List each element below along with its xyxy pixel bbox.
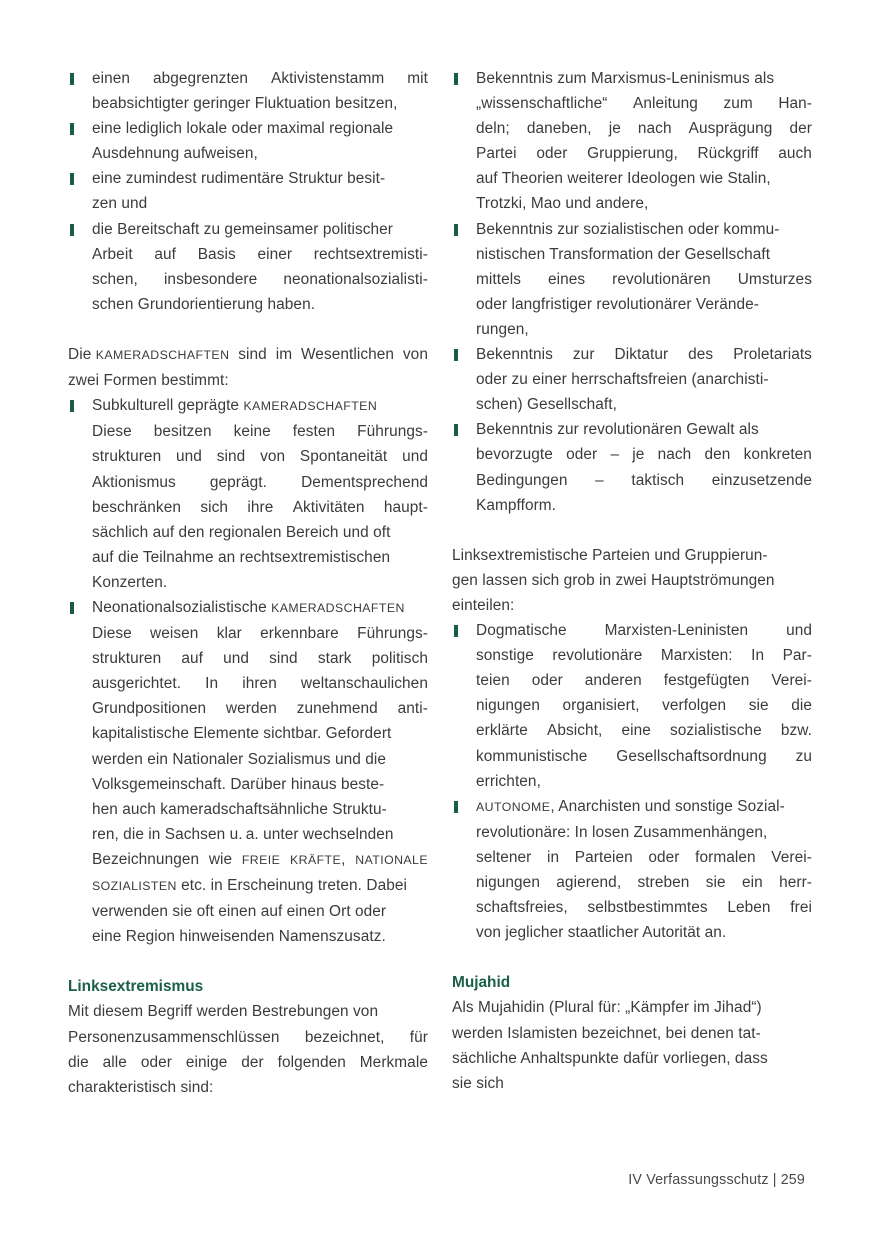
small-caps-autonome: AUTONOME	[476, 799, 551, 814]
text-line: rungen,	[476, 320, 529, 338]
text-line: Grundpositionen werden zunehmend anti-	[92, 700, 428, 718]
text-line: Partei oder Gruppierung, Rückgriff auch	[476, 145, 812, 163]
small-caps-nationale: NATIONALE	[355, 852, 428, 867]
linksextremismus-paragraph	[68, 999, 428, 1099]
paragraph-spacer	[452, 945, 812, 970]
kameradschaften-intro-paragraph	[68, 342, 428, 393]
text-line: die alle oder einige der folgenden Merkmale	[68, 1053, 428, 1071]
bullet-marker-icon	[70, 173, 74, 185]
text-line: Als Mujahidin (Plural für: „Kämpfer im Jihad“)	[452, 999, 762, 1017]
text-line: sonstige revolutionäre Marxisten: In Par-	[476, 647, 812, 665]
list-item	[68, 66, 428, 116]
list-item	[452, 217, 812, 342]
text-line: erklärte Absicht, eine sozialistische bzw.	[476, 722, 812, 740]
bullet-marker-icon	[454, 625, 458, 637]
text-line: AUTONOME, Anarchisten und sonstige Sozial-	[476, 797, 785, 815]
text-line: nistischen Transformation der Gesellschaft	[476, 245, 771, 263]
text-line: schen) Gesellschaft,	[476, 396, 617, 414]
list-item	[68, 595, 428, 949]
text-line: sächliche Anhaltspunkte dafür vorliegen, dass	[452, 1049, 768, 1067]
bullet-marker-icon	[454, 424, 458, 436]
text-line: beschränken sich ihre Aktivitäten haupt-	[92, 498, 428, 516]
text-line: Dogmatische Marxisten-Leninisten und	[476, 622, 812, 640]
text-line: Ausdehnung aufweisen,	[92, 145, 258, 163]
text-line: strukturen und sind von Spontaneität und	[92, 448, 428, 466]
text-line: beabsichtigter geringer Fluktuation besitzen,	[92, 95, 398, 113]
text-line: schen, insbesondere neonationalsozialisti-	[92, 270, 428, 288]
text-line: eine Region hinweisenden Namenszusatz.	[92, 928, 386, 946]
text-line: kommunistische Gesellschaftsordnung zu	[476, 747, 812, 765]
text-line: Die KAMERADSCHAFTEN sind im Wesentlichen von	[68, 346, 428, 364]
text-line: revolutionäre: In losen Zusammenhängen,	[476, 823, 768, 841]
text-line: nigungen organisiert, verfolgen sie die	[476, 697, 812, 715]
text-line: seltener in Parteien oder formalen Verei-	[476, 848, 812, 866]
text-line: Diese weisen klar erkennbare Führungs-	[92, 625, 428, 643]
paragraph-spacer	[452, 518, 812, 543]
heading-mujahid: Mujahid	[452, 974, 511, 992]
text-line: Kampfform.	[476, 496, 557, 514]
small-caps-freie: FREIE	[241, 852, 281, 867]
bullet-marker-icon	[70, 400, 74, 412]
text-line: Bezeichnungen wie FREIE KRÄFTE, NATIONALE	[92, 850, 428, 868]
text-line: Mit diesem Begriff werden Bestrebungen von	[68, 1003, 379, 1021]
paragraph-spacer	[68, 949, 428, 974]
text-line: schen Grundorientierung haben.	[92, 295, 316, 313]
linksextremistische-intro-paragraph	[452, 543, 812, 618]
text-line: oder langfristiger revolutionärer Verände-	[476, 295, 759, 313]
text-line: eine lediglich lokale oder maximal regionale	[92, 120, 394, 138]
text-line: ren, die in Sachsen u. a. unter wechselnden	[92, 825, 394, 843]
list-item	[68, 217, 428, 317]
list-item-title: Subkulturell geprägte KAMERADSCHAFTEN	[92, 397, 378, 415]
text-line: die Bereitschaft zu gemeinsamer politischer	[92, 220, 394, 238]
text-line: teien oder anderen festgefügten Verei-	[476, 672, 812, 690]
list-item	[452, 342, 812, 417]
bullet-marker-icon	[454, 224, 458, 236]
right-column	[452, 66, 812, 1100]
text-line: Arbeit auf Basis einer rechtsextremisti-	[92, 245, 428, 263]
left-column	[68, 66, 428, 1100]
text-line: verwenden sie oft einen auf einen Ort oder	[92, 903, 387, 921]
text-line: werden ein Nationaler Sozialismus und die	[92, 750, 387, 768]
text-line: werden Islamisten bezeichnet, bei denen tat-	[452, 1024, 761, 1042]
text-line: nigungen agierend, streben sie ein herr-	[476, 874, 812, 891]
text-line: deln; daneben, je nach Ausprägung der	[476, 120, 812, 138]
mujahid-paragraph	[452, 995, 812, 1095]
small-caps-kameradschaften: KAMERADSCHAFTEN	[271, 600, 405, 615]
text-line: gen lassen sich grob in zwei Hauptströmungen	[452, 571, 775, 589]
text-line: zen und	[92, 195, 148, 213]
small-caps-sozialisten: SOZIALISTEN	[92, 879, 177, 893]
list-item-title: Neonationalsozialistische KAMERADSCHAFTEN	[92, 598, 405, 616]
bullet-marker-icon	[454, 73, 458, 85]
bullet-marker-icon	[454, 801, 458, 813]
text-line: auf Theorien weiterer Ideologen wie Stalin,	[476, 170, 771, 188]
list-item	[68, 166, 428, 216]
left-list-two	[68, 393, 428, 949]
text-line: hen auch kameradschaftsähnliche Struktu-	[92, 800, 387, 818]
text-line: einteilen:	[452, 596, 515, 614]
text-line: Trotzki, Mao und andere,	[476, 195, 649, 213]
text-line: Bekenntnis zur Diktatur des Proletariats	[476, 346, 812, 364]
text-line: charakteristisch sind:	[68, 1078, 214, 1096]
text-line: schaftsfreies, selbstbestimmtes Leben frei	[476, 899, 812, 917]
text-line: einen abgegrenzten Aktivistenstamm mit	[92, 70, 428, 87]
text-line: strukturen auf und sind stark politisch	[92, 650, 428, 668]
text-line: auf die Teilnahme an rechtsextremistischen	[92, 548, 391, 566]
text-line: SOZIALISTEN etc. in Erscheinung treten. Dabei	[92, 877, 407, 894]
list-item	[452, 66, 812, 217]
text-line: Linksextremistische Parteien und Gruppierun-	[452, 546, 768, 564]
text-line: errichten,	[476, 772, 541, 790]
bullet-marker-icon	[454, 349, 458, 361]
text-line: sächlich auf den regionalen Bereich und oft	[92, 523, 391, 541]
list-item	[452, 618, 812, 794]
page-footer: IV Verfassungsschutz | 259	[628, 1172, 805, 1188]
left-list-one	[68, 66, 428, 317]
small-caps-kameradschaften: KAMERADSCHAFTEN	[243, 399, 378, 414]
list-item	[68, 393, 428, 595]
right-list-two	[452, 618, 812, 945]
text-line: Volksgemeinschaft. Darüber hinaus beste-	[92, 775, 385, 793]
text-line: mittels eines revolutionären Umsturzes	[476, 270, 812, 288]
text-line: Bekenntnis zum Marxismus-Leninismus als	[476, 70, 775, 87]
bullet-marker-icon	[70, 123, 74, 135]
bullet-marker-icon	[70, 73, 74, 85]
text-line: Bekenntnis zur revolutionären Gewalt als	[476, 421, 759, 439]
heading-linksextremismus: Linksextremismus	[68, 978, 204, 996]
bullet-marker-icon	[70, 224, 74, 236]
text-line: kapitalistische Elemente sichtbar. Gefordert	[92, 725, 392, 743]
right-list-one	[452, 66, 812, 518]
text-line: zwei Formen bestimmt:	[68, 372, 229, 390]
text-line: Personenzusammenschlüssen bezeichnet, für	[68, 1028, 428, 1046]
text-line: Bedingungen – taktisch einzusetzende	[476, 471, 812, 489]
text-line: oder zu einer herrschaftsfreien (anarchisti-	[476, 371, 769, 389]
text-line: Konzerten.	[92, 573, 168, 591]
text-line: Diese besitzen keine festen Führungs-	[92, 423, 428, 441]
paragraph-spacer	[68, 317, 428, 342]
list-item	[452, 794, 812, 946]
list-item	[452, 417, 812, 517]
text-line: bevorzugte oder – je nach den konkreten	[476, 446, 812, 464]
text-line: eine zumindest rudimentäre Struktur besit-	[92, 170, 386, 188]
list-item	[68, 116, 428, 166]
text-line: sie sich	[452, 1074, 504, 1092]
text-line: ausgerichtet. In ihren weltanschaulichen	[92, 675, 428, 693]
text-line: Bekenntnis zur sozialistischen oder kommu-	[476, 220, 780, 238]
text-line: Aktionismus geprägt. Dementsprechend	[92, 473, 428, 491]
text-line: „wissenschaftliche“ Anleitung zum Han-	[476, 95, 812, 113]
text-line: von jeglicher staatlicher Autorität an.	[476, 924, 727, 942]
bullet-marker-icon	[70, 602, 74, 614]
small-caps-kameradschaften: KAMERADSCHAFTEN	[95, 348, 230, 363]
small-caps-kraefte: KRÄFTE	[289, 852, 342, 867]
two-column-body	[68, 66, 812, 1100]
